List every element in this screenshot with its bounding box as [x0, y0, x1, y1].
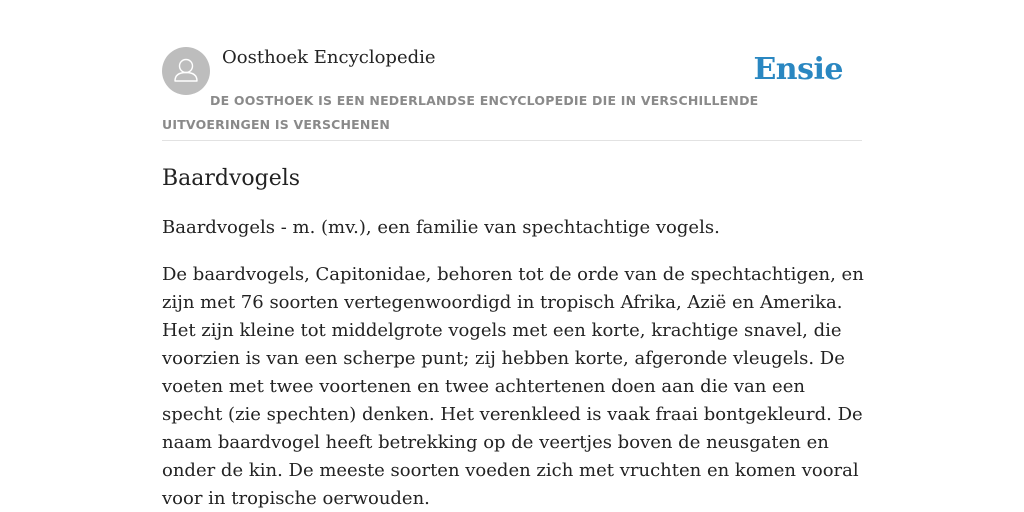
article-body: De baardvogels, Capitonidae, behoren tot de orde van de spechtachtigen, en zijn met 76 soorten vertegenwoordigd in tropisch Afrika, Azië en Amerika. Het zijn kleine tot middelgrote vogels met een korte, krachtige snavel, die voorzien is van een scherpe punt; zij hebben korte, afgeronde vleugels. De voeten met twee voortenen en twee achtertenen doen aan die van een specht (zie spechten) denken. Het verenkleed is vaak fraai bontgekleurd. De naam baardvogel heeft betrekking op de veertjes boven de neusgaten en onder de kin. De meeste soorten voeden zich met vruchten en komen vooral voor in tropische oerwouden. [162, 264, 864, 509]
brand-logo[interactable]: Ensie [753, 52, 843, 87]
source-description: DE OOSTHOEK IS EEN NEDERLANDSE ENCYCLOPEDIE DIE IN VERSCHILLENDE UITVOERINGEN IS VERSCHENEN [162, 93, 759, 132]
article [162, 162, 866, 512]
source-header [162, 46, 862, 141]
article-title: Baardvogels [162, 166, 301, 191]
avatar[interactable] [162, 47, 210, 95]
article-definition: Baardvogels - m. (mv.), een familie van spechtachtige vogels. [162, 217, 720, 238]
source-title[interactable]: Oosthoek Encyclopedie [222, 47, 436, 68]
user-icon [162, 47, 210, 95]
